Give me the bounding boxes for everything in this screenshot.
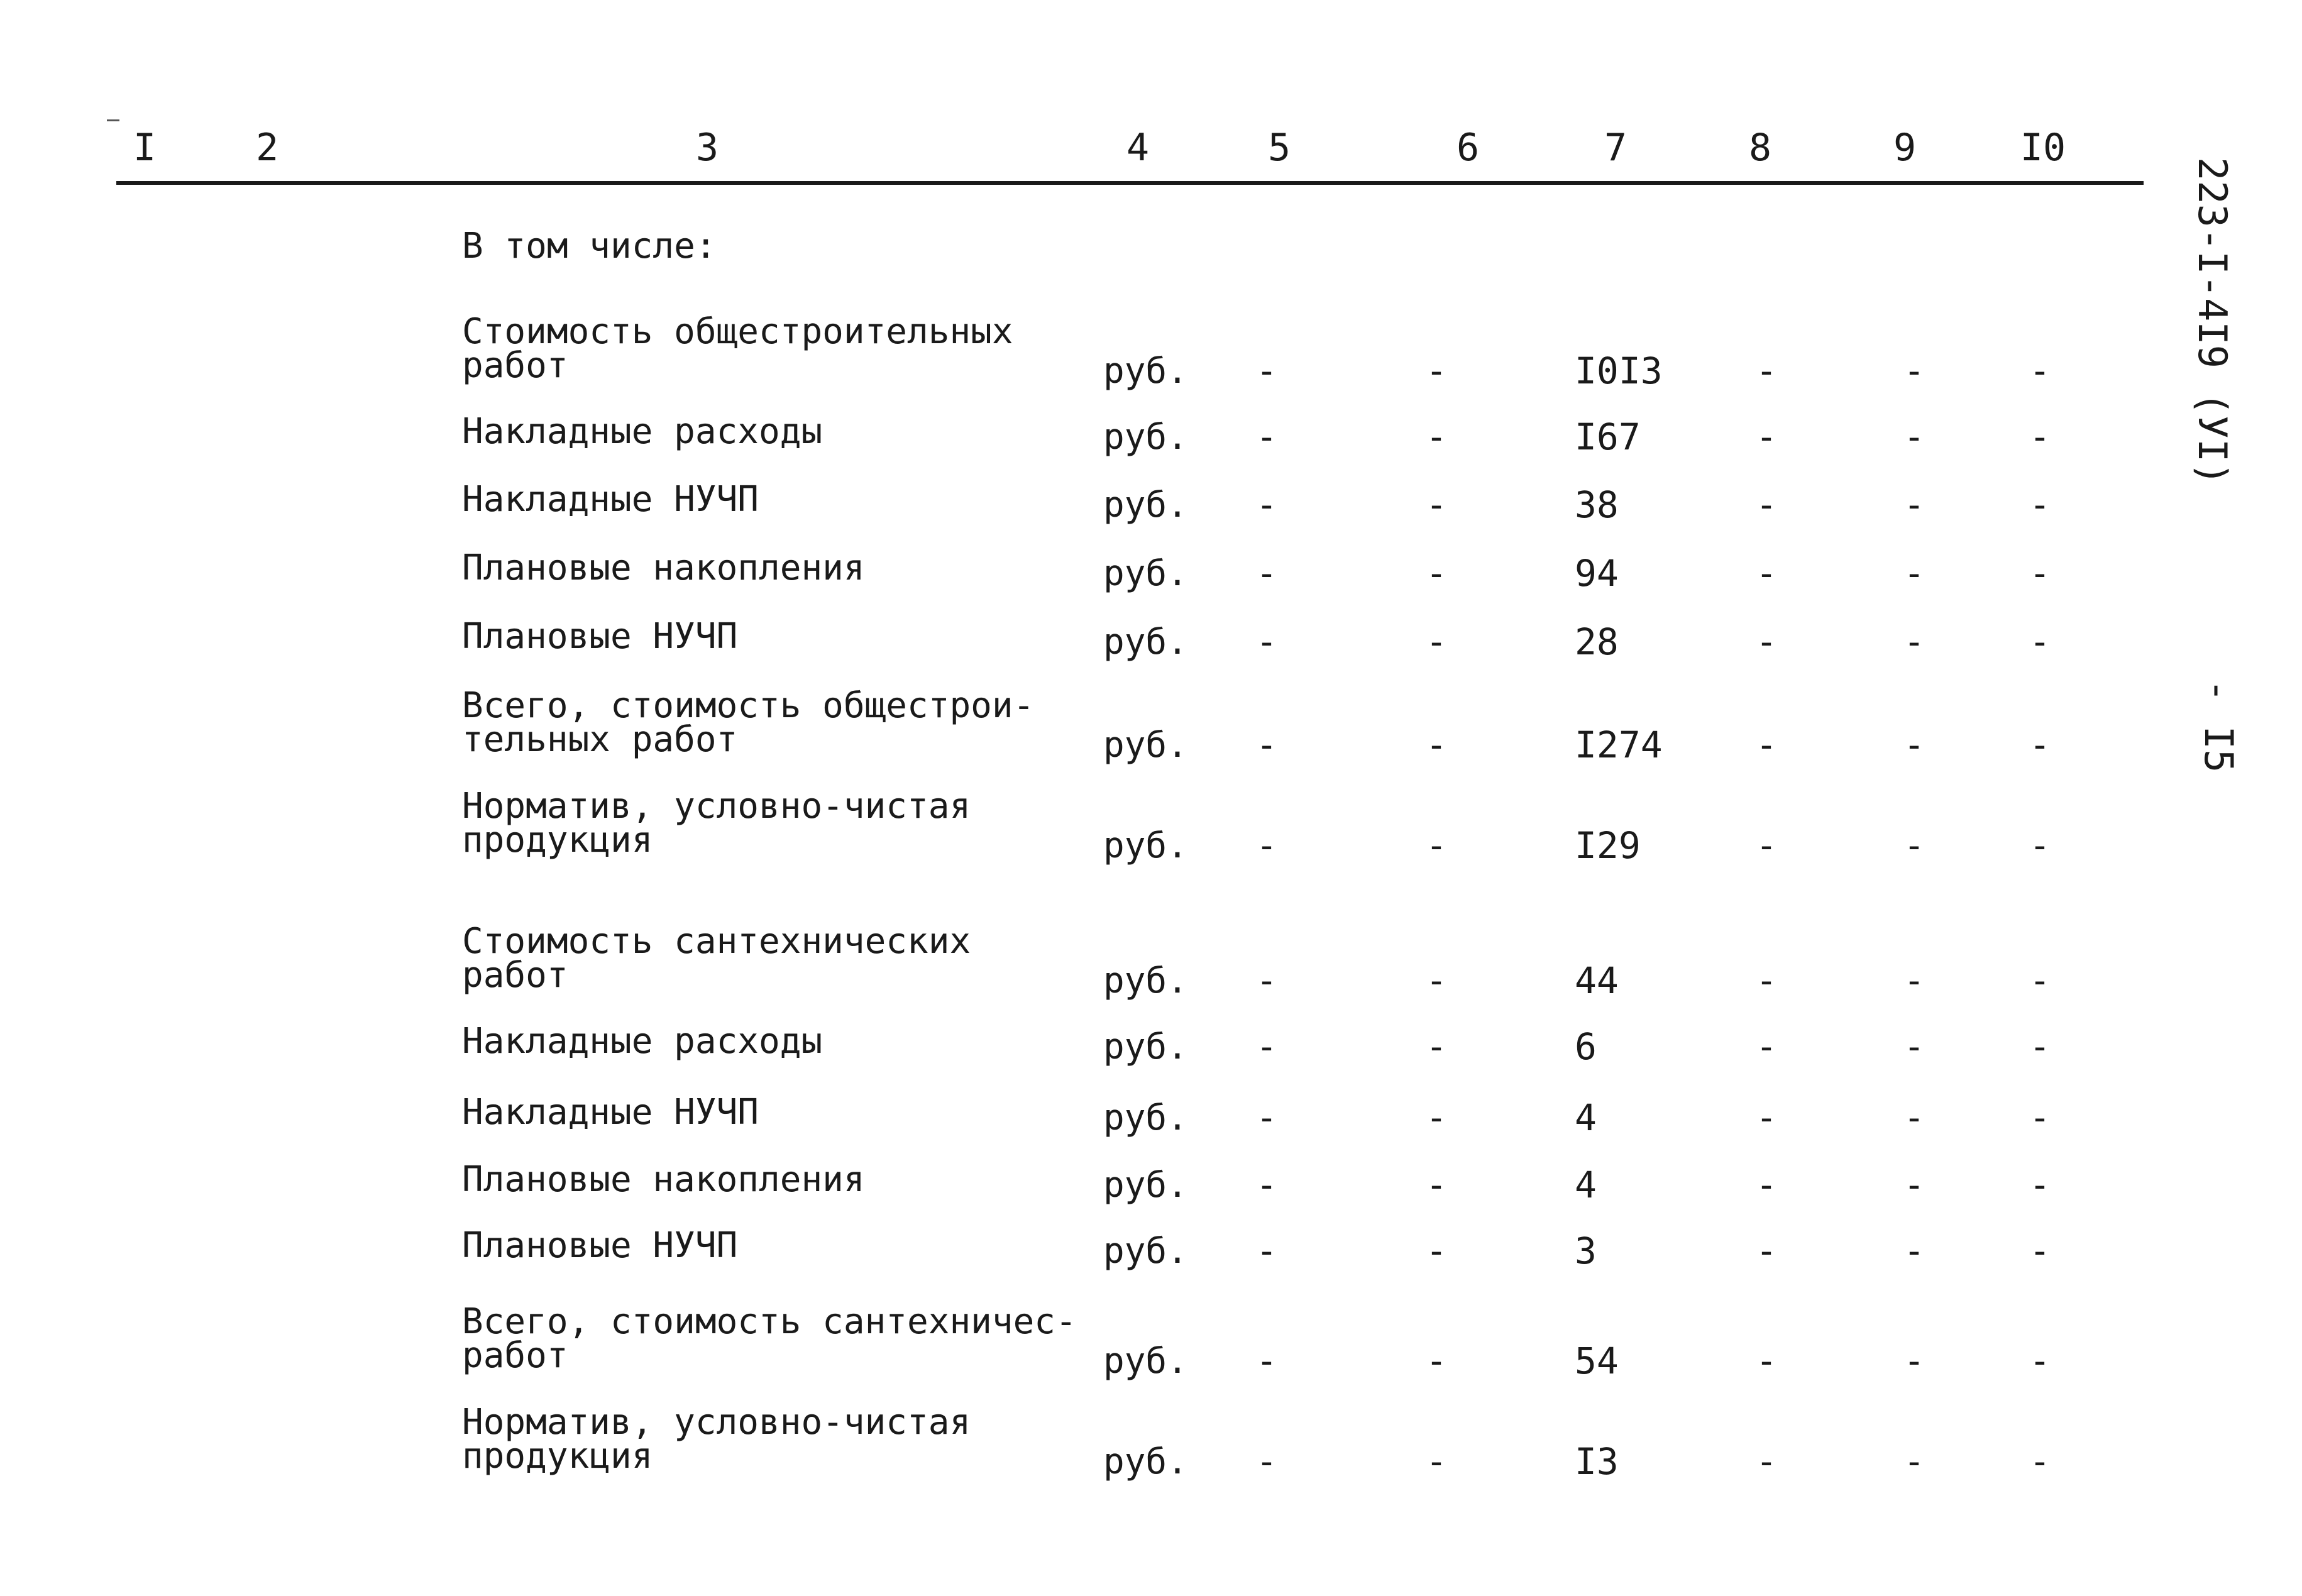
row-cell-c9: - bbox=[1903, 1165, 1925, 1206]
row-cell-c6: - bbox=[1426, 1341, 1447, 1382]
row-cell-c10: - bbox=[2029, 1098, 2051, 1138]
row-value: I0I3 bbox=[1575, 349, 1663, 392]
row-cell-c9: - bbox=[1903, 622, 1925, 663]
row-cell-c10: - bbox=[2029, 1165, 2051, 1206]
row-cell-c10: - bbox=[2029, 725, 2051, 766]
col-head-5: 5 bbox=[1267, 126, 1291, 170]
row-cell-c5: - bbox=[1256, 1026, 1277, 1067]
row-value: 94 bbox=[1575, 552, 1619, 595]
row-cell-c8: - bbox=[1756, 622, 1777, 663]
row-cell-c8: - bbox=[1756, 351, 1777, 392]
row-cell-c6: - bbox=[1426, 1098, 1447, 1138]
col-head-6: 6 bbox=[1456, 126, 1480, 170]
corner-tick bbox=[107, 119, 119, 121]
row-cell-c6: - bbox=[1426, 725, 1447, 766]
row-cell-c8: - bbox=[1756, 553, 1777, 594]
row-description: Накладные расходы bbox=[462, 1021, 823, 1062]
col-head-1: I bbox=[133, 126, 157, 170]
row-cell-c5: - bbox=[1256, 417, 1277, 458]
row-cell-c6: - bbox=[1426, 1441, 1447, 1482]
row-cell-c6: - bbox=[1426, 485, 1447, 526]
row-cell-c10: - bbox=[2029, 485, 2051, 526]
col-head-8: 8 bbox=[1748, 126, 1772, 170]
row-value: 4 bbox=[1575, 1096, 1597, 1139]
row-cell-c8: - bbox=[1756, 485, 1777, 526]
row-value: I67 bbox=[1575, 416, 1641, 458]
row-cell-c9: - bbox=[1903, 1231, 1925, 1272]
row-value: 6 bbox=[1575, 1025, 1597, 1068]
row-cell-c5: - bbox=[1256, 960, 1277, 1001]
row-value: 3 bbox=[1575, 1230, 1597, 1272]
col-head-3: 3 bbox=[695, 126, 719, 170]
row-cell-c10: - bbox=[2029, 825, 2051, 866]
row-description: Норматив, условно-чистая продукция bbox=[462, 1402, 971, 1477]
row-cell-c8: - bbox=[1756, 1341, 1777, 1382]
row-value: 44 bbox=[1575, 959, 1619, 1002]
row-cell-c5: - bbox=[1256, 351, 1277, 392]
row-cell-c9: - bbox=[1903, 417, 1925, 458]
row-cell-c8: - bbox=[1756, 1231, 1777, 1272]
row-cell-c8: - bbox=[1756, 417, 1777, 458]
row-cell-c5: - bbox=[1256, 1341, 1277, 1382]
col-head-2: 2 bbox=[255, 126, 279, 170]
row-cell-c9: - bbox=[1903, 825, 1925, 866]
row-description: Всего, стоимость общестрои- тельных работ bbox=[462, 685, 1035, 760]
row-cell-c8: - bbox=[1756, 1441, 1777, 1482]
row-unit: руб. bbox=[1103, 825, 1188, 866]
row-unit: руб. bbox=[1103, 553, 1188, 594]
row-cell-c5: - bbox=[1256, 1441, 1277, 1482]
row-cell-c6: - bbox=[1426, 960, 1447, 1001]
row-cell-c10: - bbox=[2029, 1441, 2051, 1482]
row-value: I29 bbox=[1575, 824, 1641, 867]
row-cell-c6: - bbox=[1426, 1165, 1447, 1206]
row-cell-c9: - bbox=[1903, 351, 1925, 392]
row-description: Стоимость общестроительных работ bbox=[462, 311, 1013, 386]
row-cell-c10: - bbox=[2029, 960, 2051, 1001]
row-cell-c6: - bbox=[1426, 351, 1447, 392]
row-cell-c8: - bbox=[1756, 1165, 1777, 1206]
row-unit: руб. bbox=[1103, 351, 1188, 392]
row-cell-c5: - bbox=[1256, 1231, 1277, 1272]
row-cell-c8: - bbox=[1756, 1026, 1777, 1067]
row-cell-c8: - bbox=[1756, 725, 1777, 766]
row-unit: руб. bbox=[1103, 1165, 1188, 1206]
col-head-10: I0 bbox=[2020, 126, 2066, 170]
row-cell-c8: - bbox=[1756, 825, 1777, 866]
row-description: Плановые НУЧП bbox=[462, 616, 738, 657]
row-cell-c10: - bbox=[2029, 417, 2051, 458]
row-cell-c9: - bbox=[1903, 725, 1925, 766]
row-cell-c10: - bbox=[2029, 1341, 2051, 1382]
col-head-9: 9 bbox=[1893, 126, 1917, 170]
row-cell-c9: - bbox=[1903, 1441, 1925, 1482]
row-cell-c6: - bbox=[1426, 417, 1447, 458]
row-cell-c10: - bbox=[2029, 553, 2051, 594]
row-cell-c10: - bbox=[2029, 1026, 2051, 1067]
row-cell-c6: - bbox=[1426, 1026, 1447, 1067]
header-rule bbox=[116, 181, 2144, 185]
row-unit: руб. bbox=[1103, 1026, 1188, 1067]
document-code: 223-I-4I9 (УI) bbox=[2189, 157, 2235, 486]
row-description: Всего, стоимость сантехничес- работ bbox=[462, 1301, 1077, 1376]
row-description: Норматив, условно-чистая продукция bbox=[462, 786, 971, 861]
row-cell-c6: - bbox=[1426, 1231, 1447, 1272]
row-unit: руб. bbox=[1103, 622, 1188, 663]
row-cell-c9: - bbox=[1903, 553, 1925, 594]
row-unit: руб. bbox=[1103, 1441, 1188, 1482]
row-unit: руб. bbox=[1103, 960, 1188, 1001]
page-number: - I5 bbox=[2196, 679, 2242, 773]
row-value: I3 bbox=[1575, 1440, 1619, 1483]
row-description: Накладные расходы bbox=[462, 411, 823, 452]
row-value: I274 bbox=[1575, 724, 1663, 766]
col-head-7: 7 bbox=[1604, 126, 1627, 170]
row-unit: руб. bbox=[1103, 1231, 1188, 1272]
row-cell-c5: - bbox=[1256, 725, 1277, 766]
section-label: В том числе: bbox=[462, 226, 717, 267]
row-unit: руб. bbox=[1103, 417, 1188, 458]
row-cell-c5: - bbox=[1256, 553, 1277, 594]
col-head-4: 4 bbox=[1126, 126, 1150, 170]
row-unit: руб. bbox=[1103, 1341, 1188, 1382]
row-cell-c5: - bbox=[1256, 1098, 1277, 1138]
row-value: 54 bbox=[1575, 1340, 1619, 1382]
row-cell-c5: - bbox=[1256, 1165, 1277, 1206]
row-description: Плановые накопления bbox=[462, 1159, 865, 1200]
row-cell-c10: - bbox=[2029, 1231, 2051, 1272]
row-description: Накладные НУЧП bbox=[462, 1092, 759, 1133]
row-cell-c5: - bbox=[1256, 825, 1277, 866]
row-cell-c9: - bbox=[1903, 1026, 1925, 1067]
row-description: Стоимость сантехнических работ bbox=[462, 921, 971, 996]
row-cell-c8: - bbox=[1756, 1098, 1777, 1138]
row-cell-c6: - bbox=[1426, 553, 1447, 594]
row-cell-c9: - bbox=[1903, 960, 1925, 1001]
row-description: Плановые НУЧП bbox=[462, 1225, 738, 1266]
row-unit: руб. bbox=[1103, 1098, 1188, 1138]
row-value: 38 bbox=[1575, 483, 1619, 526]
row-value: 28 bbox=[1575, 620, 1619, 663]
row-cell-c10: - bbox=[2029, 622, 2051, 663]
row-cell-c5: - bbox=[1256, 485, 1277, 526]
row-unit: руб. bbox=[1103, 725, 1188, 766]
row-description: Накладные НУЧП bbox=[462, 479, 759, 520]
row-cell-c5: - bbox=[1256, 622, 1277, 663]
row-description: Плановые накопления bbox=[462, 548, 865, 588]
row-unit: руб. bbox=[1103, 485, 1188, 526]
row-cell-c6: - bbox=[1426, 622, 1447, 663]
row-cell-c10: - bbox=[2029, 351, 2051, 392]
row-cell-c9: - bbox=[1903, 1341, 1925, 1382]
row-cell-c9: - bbox=[1903, 485, 1925, 526]
row-cell-c9: - bbox=[1903, 1098, 1925, 1138]
row-cell-c6: - bbox=[1426, 825, 1447, 866]
row-value: 4 bbox=[1575, 1164, 1597, 1206]
row-cell-c8: - bbox=[1756, 960, 1777, 1001]
